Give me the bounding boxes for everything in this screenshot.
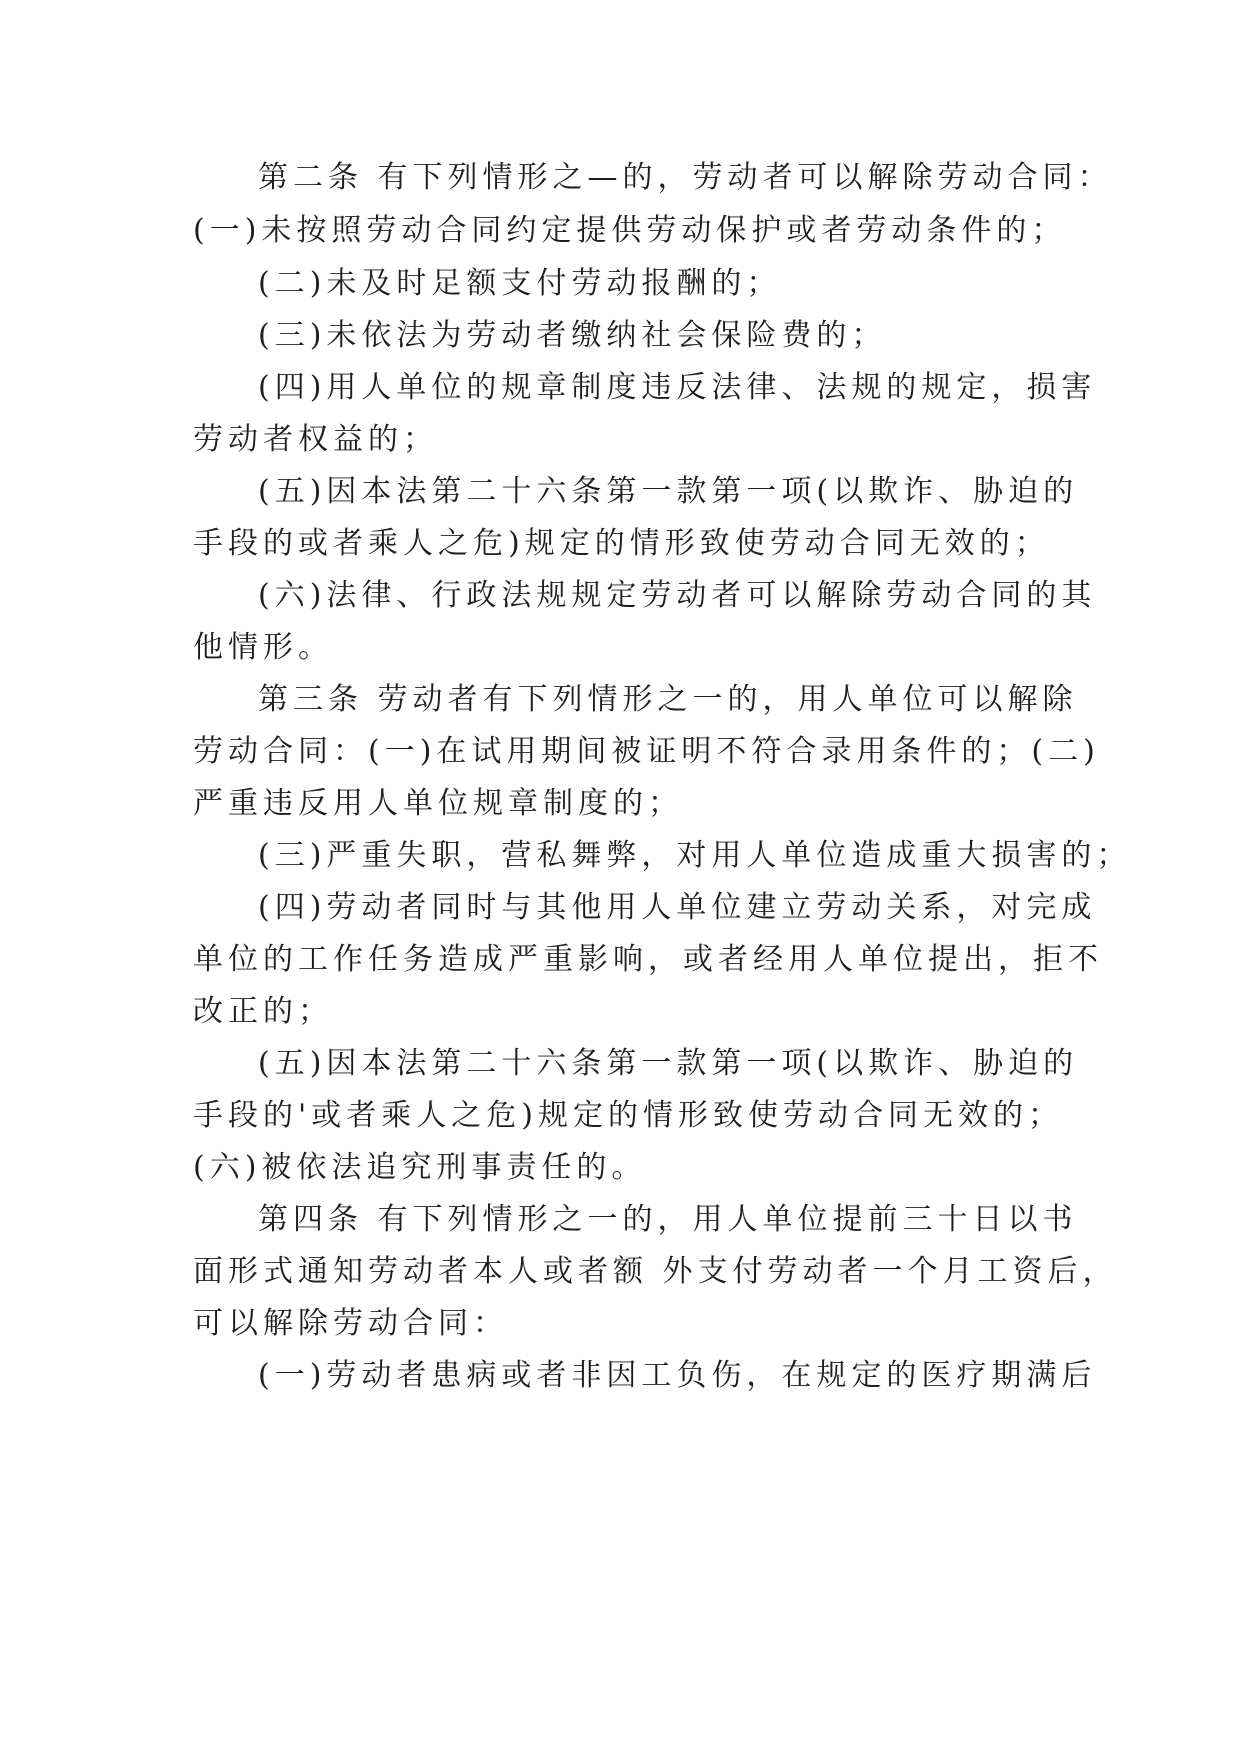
article-2-item-5-cont: 手段的或者乘人之危)规定的情形致使劳动合同无效的； [193,526,1050,561]
article-3-item-2: 严重违反用人单位规章制度的； [193,786,683,821]
article-3-item-4-cont: 单位的工作任务造成严重影响，或者经用人单位提出，拒不 [193,942,1103,977]
article-2-item-4-cont: 劳动者权益的； [193,422,438,457]
article-2-item-2: (二)未及时足额支付劳动报酬的； [258,266,782,301]
article-2-heading: 第二条 有下列情形之—的，劳动者可以解除劳动合同： [258,160,1113,195]
article-3-item-6: (六)被依法追究刑事责任的。 [193,1150,647,1185]
article-3-item-3: (三)严重失职，营私舞弊，对用人单位造成重大损害的； [258,838,1132,873]
article-4-heading-cont: 面形式通知劳动者本人或者额 外支付劳动者一个月工资后， [193,1254,1118,1289]
article-2-item-1: (一)未按照劳动合同约定提供劳动保护或者劳动条件的； [193,213,1067,248]
article-2-item-4: (四)用人单位的规章制度违反法律、法规的规定，损害 [258,370,1097,405]
article-2-item-6-cont: 他情形。 [193,630,333,665]
article-3-item-4: (四)劳动者同时与其他用人单位建立劳动关系，对完成 [258,890,1097,925]
article-3-item-5: (五)因本法第二十六条第一款第一项(以欺诈、胁迫的 [258,1046,1079,1081]
article-4-heading-cont-2: 可以解除劳动合同： [193,1306,508,1341]
article-2-item-6: (六)法律、行政法规规定劳动者可以解除劳动合同的其 [258,578,1097,613]
article-3-heading-cont: 劳动合同：(一)在试用期间被证明不符合录用条件的；(二) [193,734,1100,769]
article-3-item-5-cont: 手段的'或者乘人之危)规定的情形致使劳动合同无效的； [193,1098,1063,1133]
article-4-heading: 第四条 有下列情形之一的，用人单位提前三十日以书 [258,1202,1078,1237]
article-4-item-1: (一)劳动者患病或者非因工负伤，在规定的医疗期满后 [258,1358,1097,1393]
article-3-heading: 第三条 劳动者有下列情形之一的，用人单位可以解除 [258,682,1078,717]
article-2-item-5: (五)因本法第二十六条第一款第一项(以欺诈、胁迫的 [258,474,1079,509]
article-3-item-4-cont-2: 改正的； [193,994,333,1029]
article-2-item-3: (三)未依法为劳动者缴纳社会保险费的； [258,318,887,353]
